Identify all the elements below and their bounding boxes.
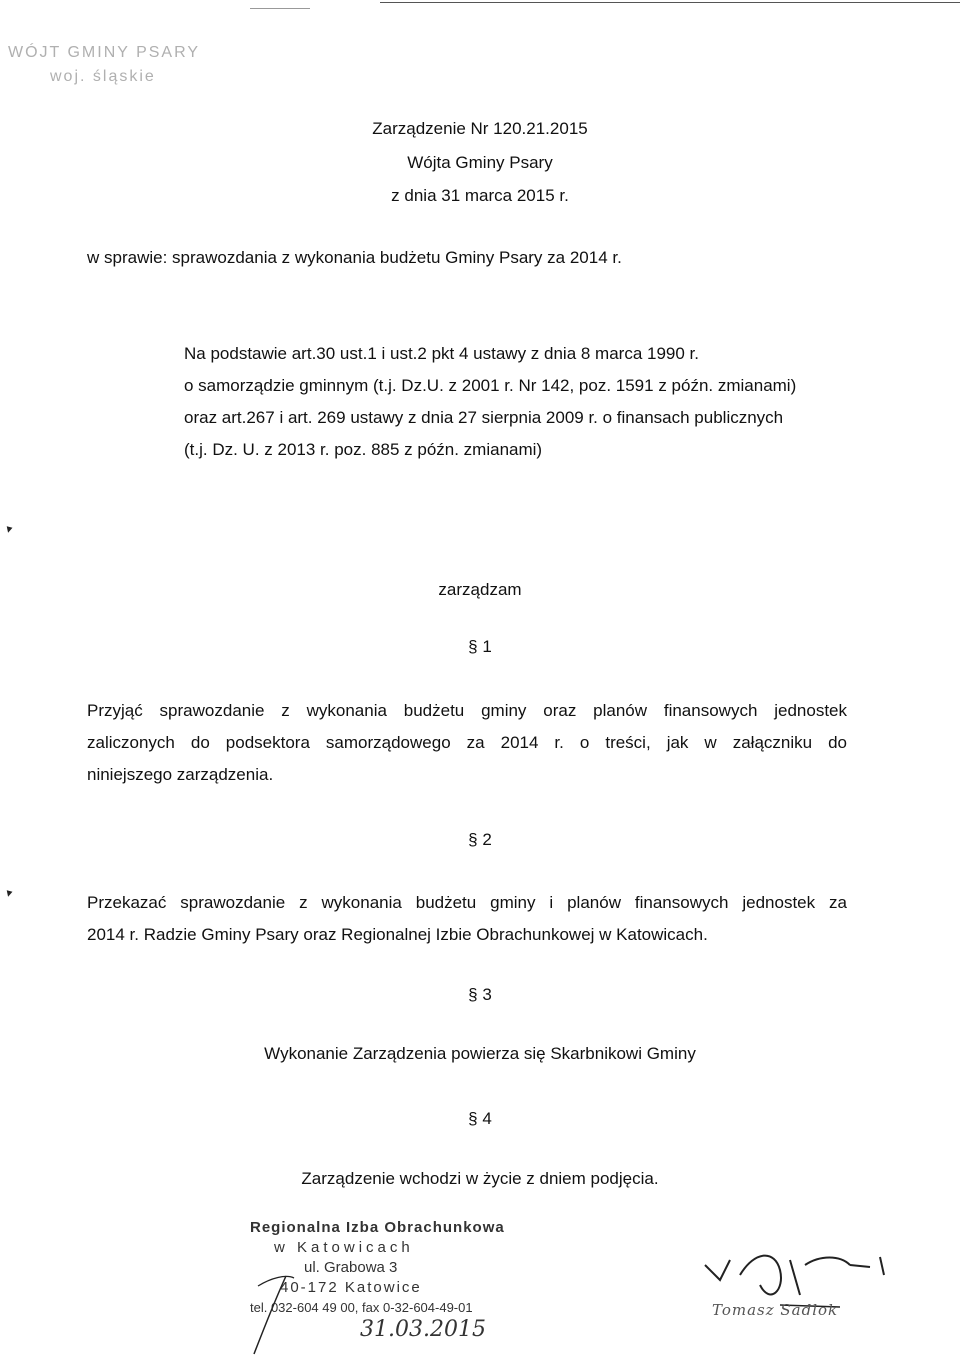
title-line3: z dnia 31 marca 2015 r. bbox=[391, 186, 569, 205]
section-heading-4: § 4 bbox=[468, 1109, 492, 1128]
receipt-stamp-line2: w Katowicach bbox=[274, 1239, 414, 1256]
handwritten-initials-mark bbox=[246, 1268, 306, 1358]
legal-basis-line-4: (t.j. Dz. U. z 2013 r. poz. 885 z późn. zmianami) bbox=[184, 440, 543, 459]
section-1-line-2: zaliczonych do podsektora samorządowego za 2014 r. o treści, jak w załączniku do bbox=[87, 733, 847, 752]
scan-top-rule-short bbox=[250, 8, 310, 9]
receipt-stamp-line1: Regionalna Izba Obrachunkowa bbox=[250, 1219, 505, 1236]
section-heading-1: § 1 bbox=[468, 637, 492, 656]
scan-mark: ▾ bbox=[4, 521, 14, 537]
section-1-line-3: niniejszego zarządzenia. bbox=[87, 765, 274, 784]
section-heading-3: § 3 bbox=[468, 985, 492, 1004]
scan-top-rule bbox=[380, 2, 960, 3]
signature-block bbox=[700, 1245, 900, 1345]
section-heading-2: § 2 bbox=[468, 830, 492, 849]
header-stamp bbox=[8, 44, 200, 86]
title-line2: Wójta Gminy Psary bbox=[407, 153, 553, 172]
header-stamp-line2: woj. śląskie bbox=[50, 68, 156, 85]
legal-basis-line-3: oraz art.267 i art. 269 ustawy z dnia 27 sierpnia 2009 r. o finansach publicznych bbox=[184, 408, 784, 427]
section-2-line-2: 2014 r. Radzie Gminy Psary oraz Regionalnej Izbie Obrachunkowej w Katowicach. bbox=[87, 925, 708, 944]
section-2-line-1: Przekazać sprawozdanie z wykonania budżetu gminy i planów finansowych jednostek za bbox=[87, 893, 847, 912]
title-line1: Zarządzenie Nr 120.21.2015 bbox=[372, 119, 588, 138]
receipt-stamp-line5: tel. 032-604 49 00, fax 0-32-604-49-01 bbox=[250, 1300, 473, 1315]
subject: w sprawie: sprawozdania z wykonania budżetu Gminy Psary za 2014 r. bbox=[87, 248, 622, 267]
receipt-stamp-line3: ul. Grabowa 3 bbox=[304, 1259, 398, 1276]
section-3-text: Wykonanie Zarządzenia powierza się Skarbnikowi Gminy bbox=[264, 1044, 696, 1063]
decree-word: zarządzam bbox=[438, 580, 522, 599]
legal-basis-line-1: Na podstawie art.30 ust.1 i ust.2 pkt 4 ustawy z dnia 8 marca 1990 r. bbox=[184, 344, 699, 363]
receipt-stamp-line4: 40-172 Katowice bbox=[280, 1279, 422, 1296]
signature-name: Tomasz Sadlok bbox=[712, 1301, 839, 1319]
legal-basis-line-2: o samorządzie gminnym (t.j. Dz.U. z 2001 r. Nr 142, poz. 1591 z późn. zmianami) bbox=[184, 376, 797, 395]
header-stamp-line1: WÓJT GMINY PSARY bbox=[8, 44, 201, 61]
section-4-text: Zarządzenie wchodzi w życie z dniem podjęcia. bbox=[301, 1169, 659, 1188]
scan-mark: ▾ bbox=[4, 885, 14, 901]
receipt-stamp-handwritten-date: 31.03.2015 bbox=[360, 1317, 486, 1342]
section-1-line-1: Przyjąć sprawozdanie z wykonania budżetu gminy oraz planów finansowych jednostek bbox=[87, 701, 847, 720]
